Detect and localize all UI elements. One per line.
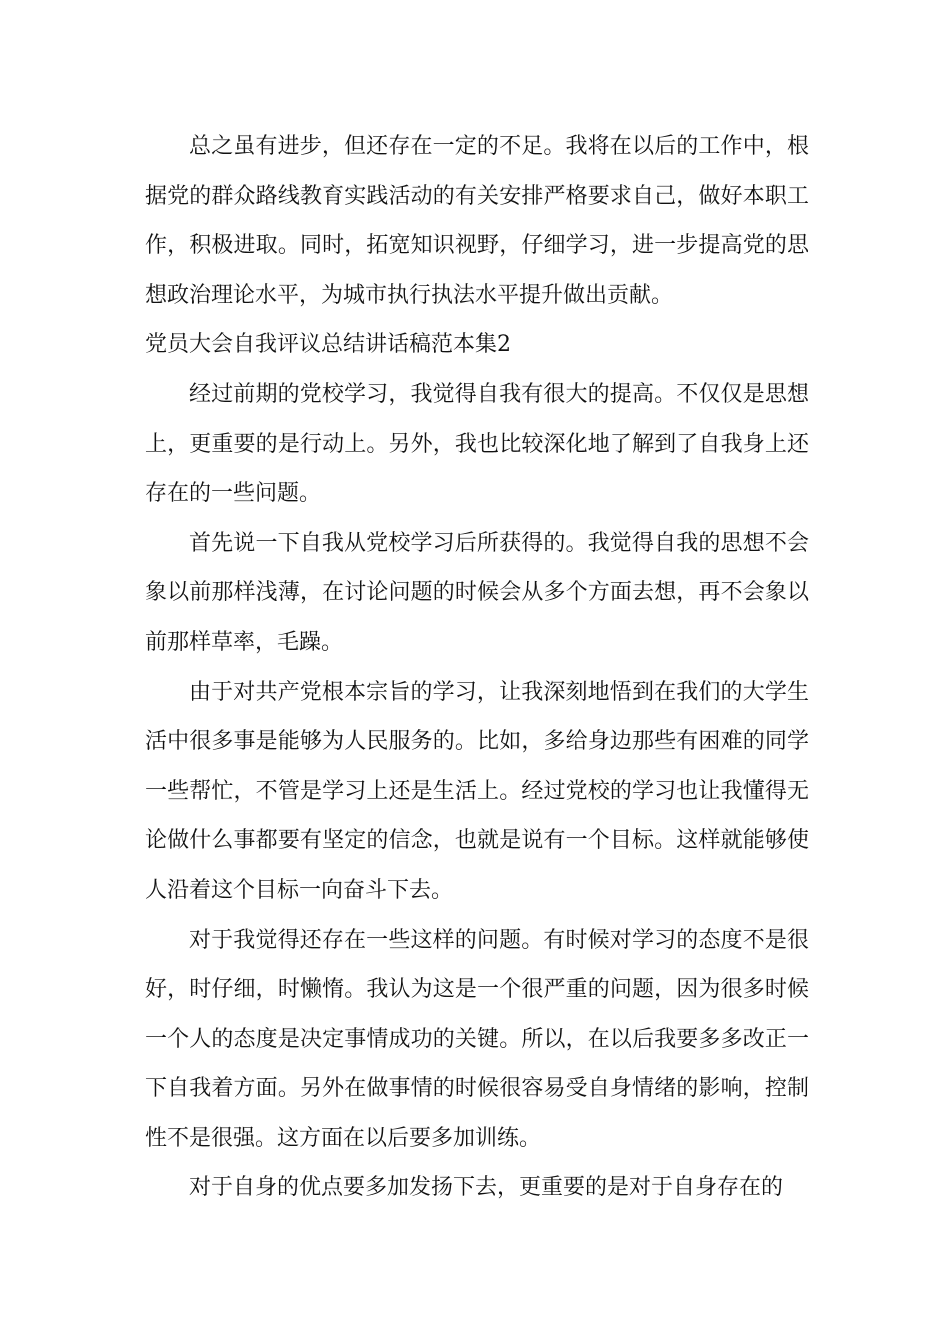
paragraph-1: 总之虽有进步，但还存在一定的不足。我将在以后的工作中，根据党的群众路线教育实践活动的有关安排严格要求自己，做好本职工作，积极进取。同时，拓宽知识视野，仔细学习，进一步提高党的思想政治理论水平，为城市执行执法水平提升做出贡献。 <box>145 134 809 308</box>
document-body <box>145 122 809 1213</box>
paragraph-4: 由于对共产党根本宗旨的学习，让我深刻地悟到在我们的大学生活中很多事是能够为人民服务的。比如，多给身边那些有困难的同学一些帮忙，不管是学习上还是生活上。经过党校的学习也让我懂得无论做什么事都要有坚定的信念，也就是说有一个目标。这样就能够使人沿着这个目标一向奋斗下去。 <box>145 679 809 903</box>
paragraph-5: 对于我觉得还存在一些这样的问题。有时候对学习的态度不是很好，时仔细，时懒惰。我认为这是一个很严重的问题，因为很多时候一个人的态度是决定事情成功的关键。所以，在以后我要多多改正一下自我着方面。另外在做事情的时候很容易受自身情绪的影响，控制性不是很强。这方面在以后要多加训练。 <box>145 927 809 1151</box>
paragraph-2: 经过前期的党校学习，我觉得自我有很大的提高。不仅仅是思想上，更重要的是行动上。另外，我也比较深化地了解到了自我身上还存在的一些问题。 <box>145 381 809 507</box>
section-heading: 党员大会自我评议总结讲话稿范本集2 <box>145 332 511 358</box>
paragraph-6: 对于自身的优点要多加发扬下去，更重要的是对于自身存在的 <box>189 1175 784 1201</box>
paragraph-3: 首先说一下自我从党校学习后所获得的。我觉得自我的思想不会象以前那样浅薄，在讨论问题的时候会从多个方面去想，再不会象以前那样草率，毛躁。 <box>145 530 809 655</box>
